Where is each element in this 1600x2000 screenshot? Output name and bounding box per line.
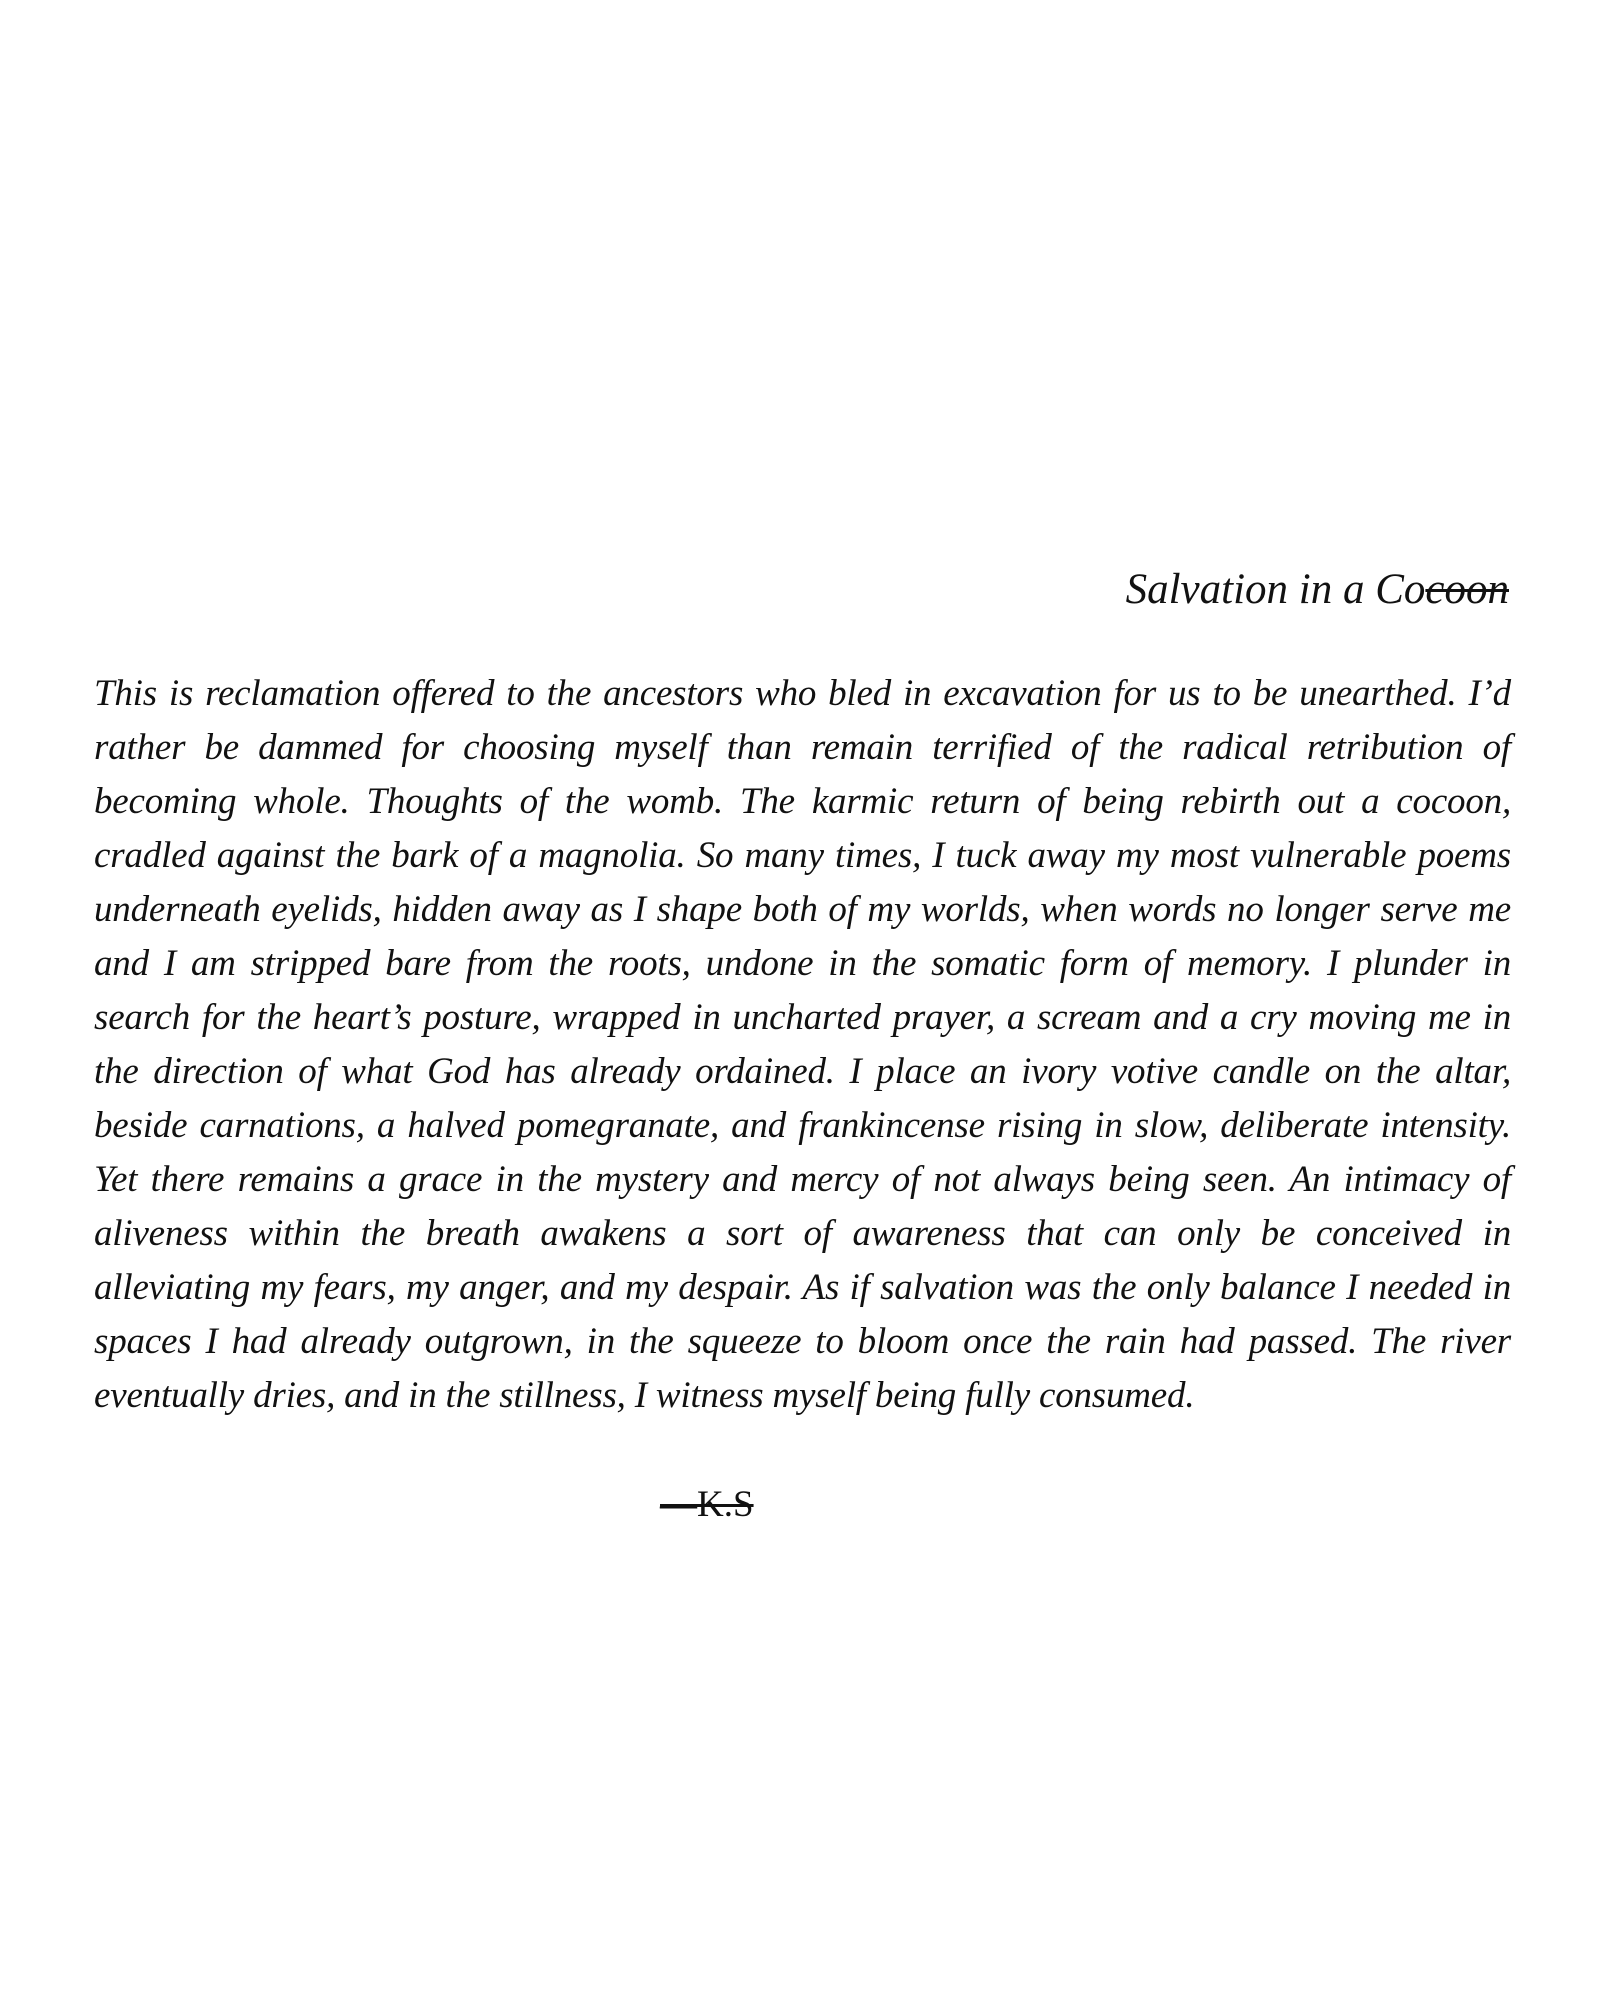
poem-body: This is reclamation offered to the ancestors who bled in excavation for us to be unearthed. I’d rather be dammed for choosing myself than remain terrified of the radical retribution of becoming whole. Thoughts of the womb. The karmic return of being rebirth out a cocoon, cradled against the bark of a magnolia. So many times, I tuck away my most vulnerable poems underneath eyelids, hidden away as I shape both of my worlds, when words no longer serve me and I am stripped bare from the roots, undone in the somatic form of memory. I plunder in search for the heart’s posture, wrapped in uncharted prayer, a scream and a cry moving me in the direction of what God has already ordained. I place an ivory votive candle on the altar, beside carnations, a halved pomegranate, and frankincense rising in slow, deliberate intensity. Yet there remains a grace in the mystery and mercy of not always being seen. An intimacy of aliveness within the breath awakens a sort of awareness that can only be conceived in alleviating my fears, my anger, and my despair. As if salvation was the only balance I needed in spaces I had already outgrown, in the squeeze to bloom once the rain had passed. The river eventually dries, and in the stillness, I witness myself being fully consumed. bbox=[94, 673, 1511, 1416]
poem-title-struck: coon bbox=[1425, 566, 1509, 613]
poem-signature: —K.S bbox=[660, 1484, 754, 1525]
poem-title-plain: Salvation in a Co bbox=[1125, 566, 1426, 613]
poem-title bbox=[1126, 564, 1509, 616]
